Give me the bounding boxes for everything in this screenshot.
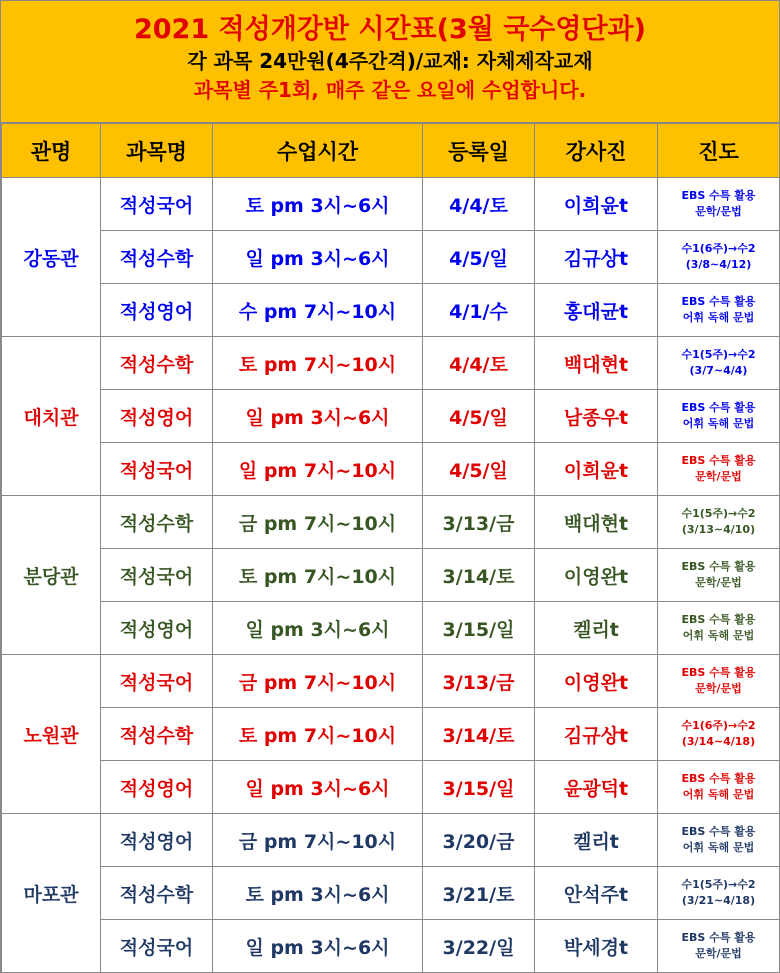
table-row [2, 920, 780, 973]
progress-line: (3/8~4/12) [685, 258, 752, 271]
date-cell: 3/15/일 [423, 602, 535, 655]
date-cell: 4/5/일 [423, 231, 535, 284]
subject-cell: 적성국어 [101, 549, 213, 602]
col-date-header: 등록일 [423, 124, 535, 178]
teacher-cell: 백대현t [535, 337, 658, 390]
col-teacher-header: 강사진 [535, 124, 658, 178]
table-row [2, 284, 780, 337]
date-cell: 4/1/수 [423, 284, 535, 337]
progress-line: (3/14~4/18) [681, 735, 756, 748]
time-cell: 일 pm 3시~6시 [213, 390, 423, 443]
table-row [2, 443, 780, 496]
progress-cell [658, 920, 780, 973]
progress-line: 수1(5주)→수2 [681, 878, 756, 891]
date-cell: 3/21/토 [423, 867, 535, 920]
progress-line: EBS 수특 활용 [681, 613, 756, 626]
teacher-cell: 김규상t [535, 231, 658, 284]
teacher-cell: 이희윤t [535, 443, 658, 496]
subject-cell: 적성영어 [101, 602, 213, 655]
progress-cell [658, 284, 780, 337]
progress-line: EBS 수특 활용 [681, 931, 756, 944]
table-row [2, 708, 780, 761]
subject-cell: 적성국어 [101, 443, 213, 496]
subject-cell: 적성국어 [101, 920, 213, 973]
teacher-cell: 안석주t [535, 867, 658, 920]
progress-cell [658, 708, 780, 761]
time-cell: 토 pm 7시~10시 [213, 337, 423, 390]
branch-name-cell: 강동관 [2, 178, 101, 337]
progress-line: EBS 수특 활용 [681, 825, 756, 838]
time-cell: 토 pm 7시~10시 [213, 549, 423, 602]
table-row [2, 602, 780, 655]
progress-line: (3/13~4/10) [681, 523, 756, 536]
table-row [2, 867, 780, 920]
subject-cell: 적성수학 [101, 231, 213, 284]
table-row [2, 390, 780, 443]
progress-cell [658, 549, 780, 602]
time-cell: 토 pm 3시~6시 [213, 867, 423, 920]
progress-line: 문학/문법 [695, 576, 742, 589]
progress-line: 어휘 독해 문법 [682, 841, 755, 854]
time-cell: 일 pm 3시~6시 [213, 920, 423, 973]
progress-line: 어휘 독해 문법 [682, 417, 755, 430]
progress-line: 수1(5주)→수2 [681, 348, 756, 361]
table-row [2, 496, 780, 549]
date-cell: 3/15/일 [423, 761, 535, 814]
date-cell: 3/22/일 [423, 920, 535, 973]
table-row [2, 337, 780, 390]
date-cell: 4/4/토 [423, 178, 535, 231]
teacher-cell: 이영완t [535, 655, 658, 708]
table-row [2, 814, 780, 867]
progress-cell [658, 178, 780, 231]
date-cell: 4/5/일 [423, 390, 535, 443]
col-progress-header: 진도 [658, 124, 780, 178]
subject-cell: 적성국어 [101, 178, 213, 231]
time-cell: 일 pm 3시~6시 [213, 602, 423, 655]
branch-name-cell: 대치관 [2, 337, 101, 496]
table-header [2, 124, 780, 178]
progress-line: EBS 수특 활용 [681, 295, 756, 308]
subject-cell: 적성영어 [101, 390, 213, 443]
teacher-cell: 이희윤t [535, 178, 658, 231]
teacher-cell: 켈리t [535, 602, 658, 655]
header-banner [1, 1, 779, 123]
time-cell: 금 pm 7시~10시 [213, 496, 423, 549]
progress-line: 어휘 독해 문법 [682, 311, 755, 324]
timetable [1, 123, 780, 973]
col-time-header: 수업시간 [213, 124, 423, 178]
progress-line: EBS 수특 활용 [681, 189, 756, 202]
progress-line: (3/21~4/18) [681, 894, 756, 907]
table-row [2, 549, 780, 602]
schedule-notice: 과목별 주1회, 매주 같은 요일에 수업합니다. [193, 78, 587, 102]
table-row [2, 761, 780, 814]
page-title: 2021 적성개강반 시간표(3월 국수영단과) [134, 14, 646, 45]
price-info: 각 과목 24만원(4주간격)/교재: 자체제작교재 [187, 49, 593, 73]
progress-line: (3/7~4/4) [689, 364, 748, 377]
date-cell: 3/14/토 [423, 549, 535, 602]
progress-line: EBS 수특 활용 [681, 772, 756, 785]
date-cell: 3/13/금 [423, 496, 535, 549]
branch-name-cell: 분당관 [2, 496, 101, 655]
table-row [2, 178, 780, 231]
col-subject-header: 과목명 [101, 124, 213, 178]
time-cell: 금 pm 7시~10시 [213, 814, 423, 867]
progress-cell [658, 496, 780, 549]
progress-cell [658, 867, 780, 920]
teacher-cell: 홍대균t [535, 284, 658, 337]
progress-cell [658, 761, 780, 814]
progress-cell [658, 337, 780, 390]
time-cell: 일 pm 3시~6시 [213, 761, 423, 814]
teacher-cell: 남종우t [535, 390, 658, 443]
progress-line: EBS 수특 활용 [681, 666, 756, 679]
progress-line: 수1(6주)→수2 [681, 242, 756, 255]
time-cell: 금 pm 7시~10시 [213, 655, 423, 708]
date-cell: 3/20/금 [423, 814, 535, 867]
date-cell: 3/13/금 [423, 655, 535, 708]
table-row [2, 231, 780, 284]
progress-cell [658, 602, 780, 655]
progress-line: EBS 수특 활용 [681, 401, 756, 414]
teacher-cell: 김규상t [535, 708, 658, 761]
date-cell: 4/4/토 [423, 337, 535, 390]
time-cell: 수 pm 7시~10시 [213, 284, 423, 337]
progress-cell [658, 655, 780, 708]
progress-line: 어휘 독해 문법 [682, 629, 755, 642]
subject-cell: 적성수학 [101, 867, 213, 920]
time-cell: 토 pm 7시~10시 [213, 708, 423, 761]
subject-cell: 적성국어 [101, 655, 213, 708]
progress-line: 문학/문법 [695, 682, 742, 695]
teacher-cell: 이영완t [535, 549, 658, 602]
date-cell: 4/5/일 [423, 443, 535, 496]
progress-line: 문학/문법 [695, 947, 742, 960]
progress-line: 문학/문법 [695, 470, 742, 483]
subject-cell: 적성수학 [101, 496, 213, 549]
subject-cell: 적성수학 [101, 337, 213, 390]
time-cell: 일 pm 7시~10시 [213, 443, 423, 496]
progress-cell [658, 814, 780, 867]
progress-line: EBS 수특 활용 [681, 560, 756, 573]
progress-cell [658, 231, 780, 284]
progress-line: 어휘 독해 문법 [682, 788, 755, 801]
header-row [2, 124, 780, 178]
date-cell: 3/14/토 [423, 708, 535, 761]
progress-cell [658, 443, 780, 496]
progress-line: EBS 수특 활용 [681, 454, 756, 467]
teacher-cell: 윤광덕t [535, 761, 658, 814]
teacher-cell: 켈리t [535, 814, 658, 867]
time-cell: 일 pm 3시~6시 [213, 231, 423, 284]
branch-name-cell: 마포관 [2, 814, 101, 973]
subject-cell: 적성수학 [101, 708, 213, 761]
branch-name-cell: 노원관 [2, 655, 101, 814]
subject-cell: 적성영어 [101, 761, 213, 814]
table-body [2, 178, 780, 973]
col-branch-header: 관명 [2, 124, 101, 178]
progress-line: 수1(6주)→수2 [681, 719, 756, 732]
subject-cell: 적성영어 [101, 284, 213, 337]
progress-line: 수1(5주)→수2 [681, 507, 756, 520]
teacher-cell: 박세경t [535, 920, 658, 973]
time-cell: 토 pm 3시~6시 [213, 178, 423, 231]
progress-line: 문학/문법 [695, 205, 742, 218]
subject-cell: 적성영어 [101, 814, 213, 867]
teacher-cell: 백대현t [535, 496, 658, 549]
progress-cell [658, 390, 780, 443]
table-row [2, 655, 780, 708]
